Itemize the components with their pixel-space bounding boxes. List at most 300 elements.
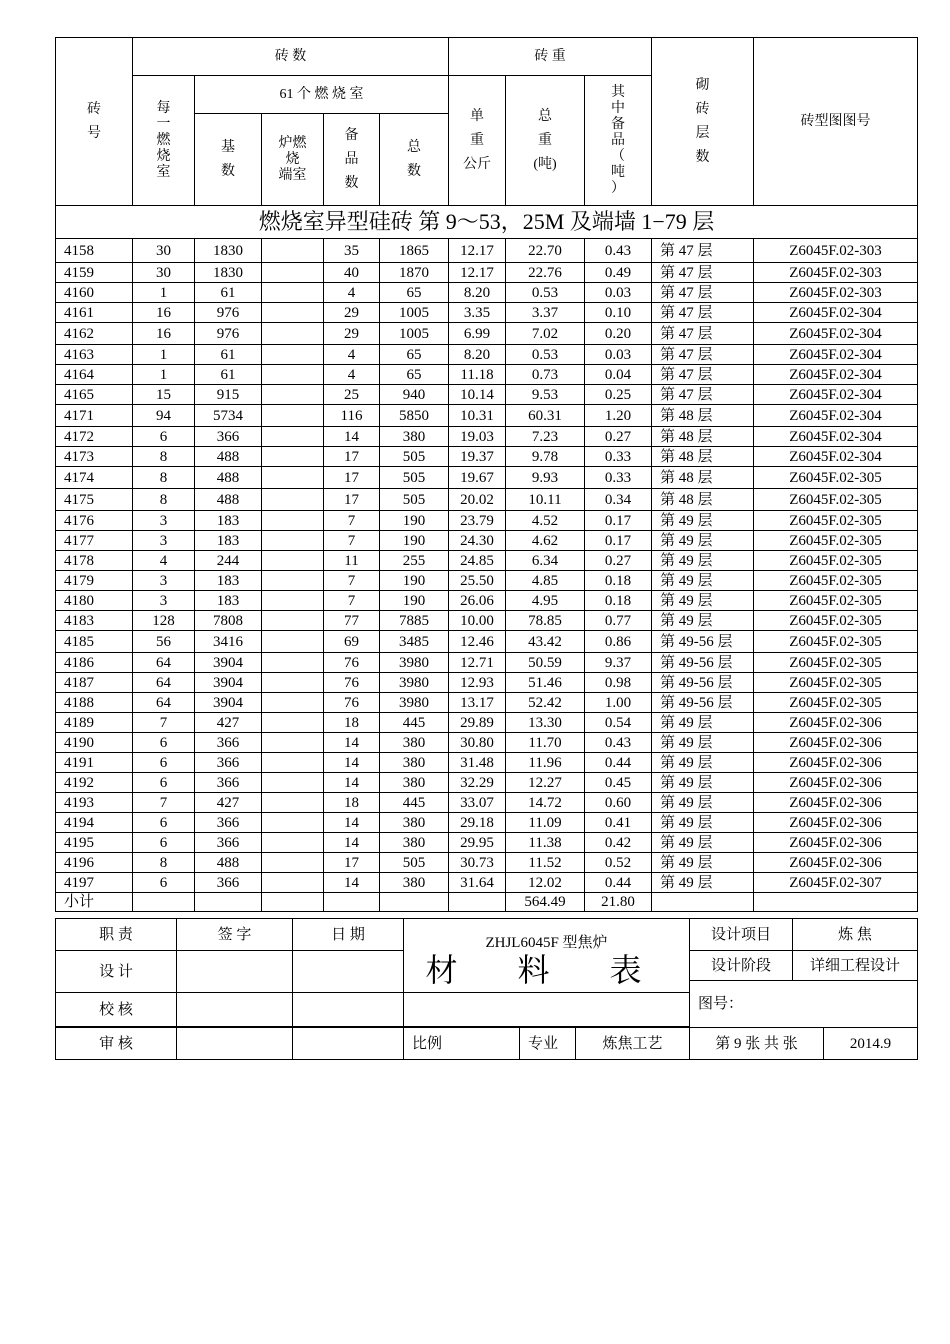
total-count-cell: 190 (380, 511, 449, 531)
total-weight-cell: 4.95 (506, 591, 585, 611)
brick-no-cell: 4183 (56, 611, 133, 631)
layers-cell: 第 48 层 (652, 447, 754, 467)
spare-cell: 14 (324, 813, 380, 833)
drawing-no-header: 砖型图图号 (754, 38, 918, 206)
end-wall-cell (262, 323, 324, 345)
spare-weight-cell: 0.43 (585, 733, 652, 753)
table-row (56, 693, 918, 713)
per-chamber-cell: 3 (133, 511, 195, 531)
unit-weight-cell: 24.85 (449, 551, 506, 571)
unit-weight-cell: 23.79 (449, 511, 506, 531)
layers-cell: 第 49-56 层 (652, 653, 754, 673)
brick-no-cell: 4179 (56, 571, 133, 591)
spare-weight-cell: 1.20 (585, 405, 652, 427)
total-weight-cell: 14.72 (506, 793, 585, 813)
brick-no-cell: 4162 (56, 323, 133, 345)
spare-weight-cell: 0.60 (585, 793, 652, 813)
spare-weight-header: 其 中 备 品 （ 吨 ） (585, 76, 652, 206)
spare-weight-cell: 0.20 (585, 323, 652, 345)
drawing-no-cell: Z6045F.02-303 (754, 263, 918, 283)
per-chamber-cell: 64 (133, 693, 195, 713)
spare-weight-cell: 0.44 (585, 873, 652, 893)
major-value: 炼焦工艺 (576, 1028, 690, 1060)
base-count-cell: 427 (195, 793, 262, 813)
table-row (56, 611, 918, 631)
table-row (56, 773, 918, 793)
per-chamber-cell: 6 (133, 753, 195, 773)
brick-no-cell: 4180 (56, 591, 133, 611)
brick-no-cell: 4171 (56, 405, 133, 427)
spare-weight-cell: 0.18 (585, 571, 652, 591)
total-count-cell: 380 (380, 873, 449, 893)
end-wall-cell (262, 611, 324, 631)
drawing-no-cell: Z6045F.02-305 (754, 693, 918, 713)
spare-weight-cell: 1.00 (585, 693, 652, 713)
base-count-cell: 183 (195, 511, 262, 531)
spare-weight-cell: 0.03 (585, 345, 652, 365)
base-count-cell: 488 (195, 853, 262, 873)
spare-weight-cell: 0.45 (585, 773, 652, 793)
brick-no-cell: 4178 (56, 551, 133, 571)
brick-no-cell: 4197 (56, 873, 133, 893)
per-chamber-cell: 3 (133, 591, 195, 611)
layers-cell: 第 47 层 (652, 323, 754, 345)
brick-no-cell: 4161 (56, 303, 133, 323)
spare-cell: 4 (324, 345, 380, 365)
unit-weight-cell: 19.03 (449, 427, 506, 447)
total-weight-cell: 51.46 (506, 673, 585, 693)
base-count-cell: 976 (195, 303, 262, 323)
base-count-cell: 366 (195, 833, 262, 853)
table-row (56, 427, 918, 447)
total-count-cell: 255 (380, 551, 449, 571)
spare-cell: 17 (324, 467, 380, 489)
drawing-no-cell: Z6045F.02-305 (754, 631, 918, 653)
spare-weight-cell: 0.86 (585, 631, 652, 653)
spare-cell: 11 (324, 551, 380, 571)
unit-weight-cell: 32.29 (449, 773, 506, 793)
layers-cell: 第 49 层 (652, 611, 754, 631)
section-title: 燃烧室异型硅砖 第 9～53，25M 及端墙 1−79 层 (56, 206, 918, 239)
sign-label: 签 字 (177, 919, 293, 951)
brick-no-cell: 4174 (56, 467, 133, 489)
spare-weight-cell: 0.18 (585, 591, 652, 611)
layers-cell: 第 47 层 (652, 283, 754, 303)
total-weight-cell: 22.70 (506, 239, 585, 263)
check-label: 校 核 (56, 993, 177, 1027)
layers-cell: 第 49 层 (652, 571, 754, 591)
table-row (56, 713, 918, 733)
total-weight-cell: 7.02 (506, 323, 585, 345)
layers-cell: 第 49 层 (652, 713, 754, 733)
end-wall-cell (262, 531, 324, 551)
table-row (56, 733, 918, 753)
spare-cell: 29 (324, 303, 380, 323)
per-chamber-cell: 3 (133, 531, 195, 551)
total-count-cell: 505 (380, 447, 449, 467)
total-weight-cell: 11.96 (506, 753, 585, 773)
drawing-no-cell: Z6045F.02-304 (754, 447, 918, 467)
unit-weight-cell: 12.46 (449, 631, 506, 653)
role-label: 职 责 (56, 919, 177, 951)
layers-cell: 第 49 层 (652, 591, 754, 611)
base-count-cell: 7808 (195, 611, 262, 631)
table-row (56, 263, 918, 283)
base-count-cell: 1830 (195, 239, 262, 263)
brick-no-cell: 4158 (56, 239, 133, 263)
drawing-no-cell: Z6045F.02-304 (754, 427, 918, 447)
unit-weight-header: 单 重 公斤 (449, 76, 506, 206)
layers-cell: 第 48 层 (652, 427, 754, 447)
table-row (56, 793, 918, 813)
base-count-cell: 3904 (195, 673, 262, 693)
total-count-cell: 505 (380, 467, 449, 489)
spare-cell: 7 (324, 531, 380, 551)
end-wall-cell (262, 873, 324, 893)
total-weight-cell: 50.59 (506, 653, 585, 673)
table-row (56, 853, 918, 873)
unit-weight-cell: 10.14 (449, 385, 506, 405)
per-chamber-cell: 8 (133, 489, 195, 511)
spare-weight-cell: 0.17 (585, 531, 652, 551)
per-chamber-cell: 94 (133, 405, 195, 427)
table-row (56, 653, 918, 673)
unit-weight-cell: 10.31 (449, 405, 506, 427)
base-count-cell: 366 (195, 873, 262, 893)
spare-cell: 17 (324, 489, 380, 511)
spare-weight-cell: 0.54 (585, 713, 652, 733)
spare-weight-cell: 0.34 (585, 489, 652, 511)
end-wall-cell (262, 467, 324, 489)
total-count-cell: 1870 (380, 263, 449, 283)
spare-weight-cell: 0.25 (585, 385, 652, 405)
table-row (56, 345, 918, 365)
end-wall-cell (262, 793, 324, 813)
end-wall-cell (262, 405, 324, 427)
sheet-info: 第 9 张 共 张 (690, 1028, 824, 1060)
total-count-cell: 380 (380, 753, 449, 773)
spare-cell: 76 (324, 673, 380, 693)
total-weight-cell: 4.85 (506, 571, 585, 591)
table-row (56, 385, 918, 405)
table-row (56, 833, 918, 853)
total-count-cell: 65 (380, 345, 449, 365)
brick-no-cell: 4192 (56, 773, 133, 793)
unit-weight-cell: 12.93 (449, 673, 506, 693)
layers-cell: 第 49-56 层 (652, 631, 754, 653)
base-count-cell: 488 (195, 447, 262, 467)
table-row (56, 591, 918, 611)
brick-no-cell: 4195 (56, 833, 133, 853)
total-weight-cell: 4.52 (506, 511, 585, 531)
unit-weight-cell: 33.07 (449, 793, 506, 813)
unit-weight-cell: 3.35 (449, 303, 506, 323)
unit-weight-cell: 26.06 (449, 591, 506, 611)
brick-no-cell: 4172 (56, 427, 133, 447)
unit-weight-cell: 29.95 (449, 833, 506, 853)
layers-cell: 第 49 层 (652, 813, 754, 833)
end-wall-cell (262, 853, 324, 873)
end-wall-cell (262, 733, 324, 753)
spare-weight-cell: 0.27 (585, 551, 652, 571)
table-row (56, 303, 918, 323)
drawing-no-cell: Z6045F.02-306 (754, 713, 918, 733)
brick-no-cell: 4196 (56, 853, 133, 873)
spare-weight-cell: 0.04 (585, 365, 652, 385)
spare-weight-cell: 9.37 (585, 653, 652, 673)
table-row (56, 283, 918, 303)
per-chamber-header: 每 一 燃 烧 室 (133, 76, 195, 206)
base-count-cell: 3416 (195, 631, 262, 653)
spare-cell: 7 (324, 591, 380, 611)
spare-weight-cell: 0.98 (585, 673, 652, 693)
spare-cell: 7 (324, 571, 380, 591)
table-row (56, 873, 918, 893)
drawing-no-cell: Z6045F.02-305 (754, 571, 918, 591)
base-count-cell: 61 (195, 365, 262, 385)
drawing-no-cell: Z6045F.02-305 (754, 653, 918, 673)
total-weight-cell: 0.53 (506, 345, 585, 365)
table-row (56, 365, 918, 385)
layers-cell: 第 49 层 (652, 873, 754, 893)
spare-cell: 69 (324, 631, 380, 653)
unit-weight-cell: 11.18 (449, 365, 506, 385)
per-chamber-cell: 30 (133, 263, 195, 283)
per-chamber-cell: 64 (133, 673, 195, 693)
unit-weight-cell: 19.37 (449, 447, 506, 467)
unit-weight-cell: 31.64 (449, 873, 506, 893)
drawing-no-cell: Z6045F.02-306 (754, 833, 918, 853)
brick-count-header: 砖 数 (133, 38, 449, 76)
layers-cell: 第 49 层 (652, 511, 754, 531)
base-count-cell: 61 (195, 283, 262, 303)
project-label: 设计项目 (690, 919, 793, 951)
total-weight-cell: 11.52 (506, 853, 585, 873)
base-count-cell: 1830 (195, 263, 262, 283)
unit-weight-cell: 10.00 (449, 611, 506, 631)
end-wall-cell (262, 591, 324, 611)
layers-cell: 第 48 层 (652, 467, 754, 489)
drawing-no-cell: Z6045F.02-306 (754, 753, 918, 773)
end-wall-cell (262, 385, 324, 405)
end-wall-cell (262, 365, 324, 385)
drawing-no-cell: Z6045F.02-304 (754, 365, 918, 385)
per-chamber-cell: 7 (133, 713, 195, 733)
brick-no-cell: 4189 (56, 713, 133, 733)
end-wall-cell (262, 631, 324, 653)
layers-cell: 第 49-56 层 (652, 673, 754, 693)
unit-weight-cell: 31.48 (449, 753, 506, 773)
layers-cell: 第 47 层 (652, 345, 754, 365)
table-row (56, 571, 918, 591)
unit-weight-cell: 8.20 (449, 283, 506, 303)
total-count-cell: 7885 (380, 611, 449, 631)
per-chamber-cell: 1 (133, 365, 195, 385)
total-count-cell: 940 (380, 385, 449, 405)
spare-cell: 4 (324, 283, 380, 303)
layers-cell: 第 49 层 (652, 793, 754, 813)
spare-cell: 14 (324, 733, 380, 753)
brick-no-cell: 4173 (56, 447, 133, 467)
per-chamber-cell: 1 (133, 283, 195, 303)
unit-weight-cell: 20.02 (449, 489, 506, 511)
total-weight-cell: 60.31 (506, 405, 585, 427)
per-chamber-cell: 6 (133, 813, 195, 833)
brick-no-cell: 4191 (56, 753, 133, 773)
layers-cell: 第 49-56 层 (652, 693, 754, 713)
total-weight-cell: 11.70 (506, 733, 585, 753)
spare-weight-cell: 0.77 (585, 611, 652, 631)
spare-cell: 116 (324, 405, 380, 427)
drawing-no-cell: Z6045F.02-307 (754, 873, 918, 893)
brick-no-cell: 4164 (56, 365, 133, 385)
total-count-cell: 3980 (380, 693, 449, 713)
end-wall-cell (262, 239, 324, 263)
unit-weight-cell: 29.89 (449, 713, 506, 733)
spare-weight-cell: 0.33 (585, 467, 652, 489)
brick-no-header: 砖 号 (56, 38, 133, 206)
layers-cell: 第 48 层 (652, 489, 754, 511)
total-count-cell: 65 (380, 365, 449, 385)
spare-cell: 4 (324, 365, 380, 385)
end-wall-cell (262, 673, 324, 693)
base-count-cell: 183 (195, 571, 262, 591)
drawing-no-cell: Z6045F.02-305 (754, 467, 918, 489)
spare-cell: 17 (324, 447, 380, 467)
date-label: 日 期 (293, 919, 404, 951)
per-chamber-cell: 6 (133, 833, 195, 853)
scale-label: 比例 (404, 1028, 520, 1060)
per-chamber-cell: 64 (133, 653, 195, 673)
spare-cell: 35 (324, 239, 380, 263)
subtotal-label: 小计 (56, 893, 133, 912)
table-row (56, 813, 918, 833)
end-wall-cell (262, 511, 324, 531)
drawing-no-cell: Z6045F.02-304 (754, 405, 918, 427)
title-cell (404, 919, 690, 993)
per-chamber-cell: 30 (133, 239, 195, 263)
layers-cell: 第 49 层 (652, 531, 754, 551)
total-weight-cell: 12.02 (506, 873, 585, 893)
end-wall-cell (262, 813, 324, 833)
total-count-cell: 190 (380, 591, 449, 611)
title-block (55, 918, 918, 1060)
total-weight-cell: 13.30 (506, 713, 585, 733)
total-count-cell: 3485 (380, 631, 449, 653)
layers-cell: 第 47 层 (652, 239, 754, 263)
drawing-no-cell: Z6045F.02-305 (754, 673, 918, 693)
total-count-cell: 505 (380, 489, 449, 511)
project-value: 炼 焦 (793, 919, 918, 951)
end-wall-cell (262, 345, 324, 365)
spare-cell: 14 (324, 833, 380, 853)
end-wall-cell (262, 653, 324, 673)
drawing-no-cell: Z6045F.02-304 (754, 345, 918, 365)
spare-weight-cell: 0.03 (585, 283, 652, 303)
table-row (56, 323, 918, 345)
total-weight-cell: 4.62 (506, 531, 585, 551)
total-weight-cell: 3.37 (506, 303, 585, 323)
base-count-cell: 427 (195, 713, 262, 733)
per-chamber-cell: 56 (133, 631, 195, 653)
table-row (56, 467, 918, 489)
end-wall-cell (262, 447, 324, 467)
total-weight-header: 总 重 (吨) (506, 76, 585, 206)
spare-cell: 18 (324, 793, 380, 813)
base-count-cell: 5734 (195, 405, 262, 427)
end-wall-cell (262, 551, 324, 571)
review-label: 审 核 (56, 1028, 177, 1060)
drawing-no-field: 图号： (690, 981, 918, 1028)
drawing-no-cell: Z6045F.02-306 (754, 793, 918, 813)
total-weight-cell: 22.76 (506, 263, 585, 283)
total-weight-cell: 10.11 (506, 489, 585, 511)
total-count-cell: 505 (380, 853, 449, 873)
layers-cell: 第 49 层 (652, 833, 754, 853)
spare-weight-cell: 0.41 (585, 813, 652, 833)
total-weight-cell: 9.53 (506, 385, 585, 405)
total-weight-cell: 6.34 (506, 551, 585, 571)
spare-cell: 14 (324, 427, 380, 447)
total-weight-cell: 9.93 (506, 467, 585, 489)
per-chamber-cell: 16 (133, 323, 195, 345)
spare-cell: 29 (324, 323, 380, 345)
end-wall-cell (262, 773, 324, 793)
per-chamber-cell: 16 (133, 303, 195, 323)
total-count-cell: 65 (380, 283, 449, 303)
total-count-cell: 190 (380, 531, 449, 551)
per-chamber-cell: 8 (133, 467, 195, 489)
major-label: 专业 (520, 1028, 576, 1060)
brick-no-cell: 4185 (56, 631, 133, 653)
brick-no-cell: 4159 (56, 263, 133, 283)
drawing-no-cell: Z6045F.02-303 (754, 239, 918, 263)
table-row (56, 531, 918, 551)
per-chamber-cell: 8 (133, 447, 195, 467)
base-count-cell: 183 (195, 591, 262, 611)
total-count-cell: 380 (380, 427, 449, 447)
spare-cell: 14 (324, 873, 380, 893)
brick-no-cell: 4194 (56, 813, 133, 833)
drawing-no-cell: Z6045F.02-305 (754, 531, 918, 551)
total-count-cell: 3980 (380, 653, 449, 673)
total-count-cell: 380 (380, 833, 449, 853)
spare-cell: 40 (324, 263, 380, 283)
stage-value: 详细工程设计 (793, 951, 918, 981)
per-chamber-cell: 4 (133, 551, 195, 571)
per-chamber-cell: 128 (133, 611, 195, 631)
layers-header: 砌 砖 层 数 (652, 38, 754, 206)
base-count-cell: 366 (195, 753, 262, 773)
spare-weight-cell: 0.49 (585, 263, 652, 283)
drawing-no-cell: Z6045F.02-304 (754, 385, 918, 405)
spare-cell: 14 (324, 753, 380, 773)
table-row (56, 551, 918, 571)
unit-weight-cell: 8.20 (449, 345, 506, 365)
total-weight-cell: 78.85 (506, 611, 585, 631)
spare-weight-cell: 0.43 (585, 239, 652, 263)
total-weight-cell: 11.38 (506, 833, 585, 853)
base-count-cell: 366 (195, 427, 262, 447)
spare-cell: 18 (324, 713, 380, 733)
end-wall-cell (262, 753, 324, 773)
per-chamber-cell: 3 (133, 571, 195, 591)
layers-cell: 第 49 层 (652, 551, 754, 571)
layers-cell: 第 47 层 (652, 303, 754, 323)
spare-cell: 7 (324, 511, 380, 531)
brick-no-cell: 4177 (56, 531, 133, 551)
base-count-cell: 366 (195, 733, 262, 753)
